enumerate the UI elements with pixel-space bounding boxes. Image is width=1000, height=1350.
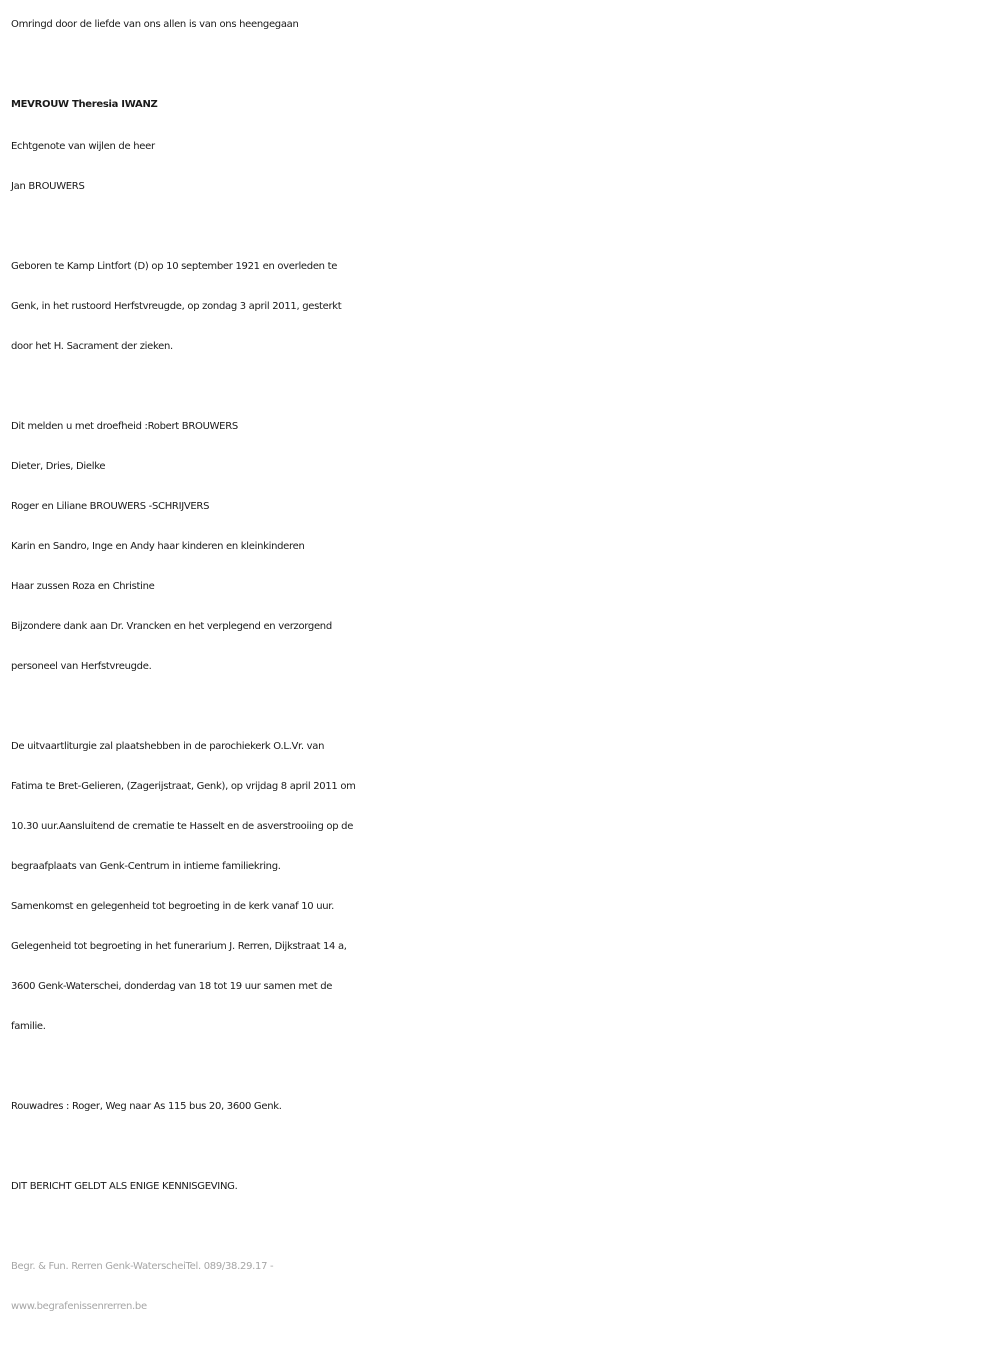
family-line: Dieter, Dries, Dielke <box>11 461 106 472</box>
funeral-block <box>11 727 991 1047</box>
birth-death-line: Geboren te Kamp Lintfort (D) op 10 september 1921 en overleden te <box>11 261 338 272</box>
funeral-line: Samenkomst en gelegenheid tot begroeting in de kerk vanaf 10 uur. <box>11 901 335 912</box>
spouse-block <box>11 127 991 207</box>
funeral-home-line: Begr. & Fun. Rerren Genk-WaterscheiTel. 089/38.29.17 - <box>11 1261 274 1272</box>
notice-block <box>11 1167 991 1207</box>
family-line: Karin en Sandro, Inge en Andy haar kinderen en kleinkinderen <box>11 541 305 552</box>
family-line: Haar zussen Roza en Christine <box>11 581 155 592</box>
spouse-line: Jan BROUWERS <box>11 181 85 192</box>
funeral-line: De uitvaartliturgie zal plaatshebben in de parochiekerk O.L.Vr. van <box>11 741 325 752</box>
notice-line: DIT BERICHT GELDT ALS ENIGE KENNISGEVING. <box>11 1181 238 1192</box>
funeral-home-website-link[interactable]: www.begrafenissenrerren.be <box>11 1301 147 1312</box>
family-block <box>11 407 991 687</box>
deceased-name: MEVROUW Theresia IWANZ <box>11 99 158 110</box>
funeral-line: Fatima te Bret-Gelieren, (Zagerijstraat, Genk), op vrijdag 8 april 2011 om <box>11 781 356 792</box>
spouse-line: Echtgenote van wijlen de heer <box>11 141 155 152</box>
family-line: Dit melden u met droefheid :Robert BROUWERS <box>11 421 238 432</box>
mourning-address: Rouwadres : Roger, Weg naar As 115 bus 20, 3600 Genk. <box>11 1101 282 1112</box>
funeral-line: begraafplaats van Genk-Centrum in intieme familiekring. <box>11 861 281 872</box>
birth-death-line: Genk, in het rustoord Herfstvreugde, op zondag 3 april 2011, gesterkt <box>11 301 342 312</box>
family-line: Roger en Liliane BROUWERS -SCHRIJVERS <box>11 501 210 512</box>
footer <box>11 1247 991 1327</box>
funeral-line: Gelegenheid tot begroeting in het funerarium J. Rerren, Dijkstraat 14 a, <box>11 941 347 952</box>
birth-death-line: door het H. Sacrament der zieken. <box>11 341 173 352</box>
intro-line: Omringd door de liefde van ons allen is van ons heengegaan <box>11 19 299 30</box>
family-line: personeel van Herfstvreugde. <box>11 661 152 672</box>
funeral-line: familie. <box>11 1021 46 1032</box>
funeral-line: 3600 Genk-Waterschei, donderdag van 18 tot 19 uur samen met de <box>11 981 333 992</box>
obituary-notice <box>11 0 991 1327</box>
family-line: Bijzondere dank aan Dr. Vrancken en het verplegend en verzorgend <box>11 621 332 632</box>
birth-death-block <box>11 247 991 367</box>
funeral-line: 10.30 uur.Aansluitend de crematie te Hasselt en de asverstrooiing op de <box>11 821 354 832</box>
address-block <box>11 1087 991 1127</box>
